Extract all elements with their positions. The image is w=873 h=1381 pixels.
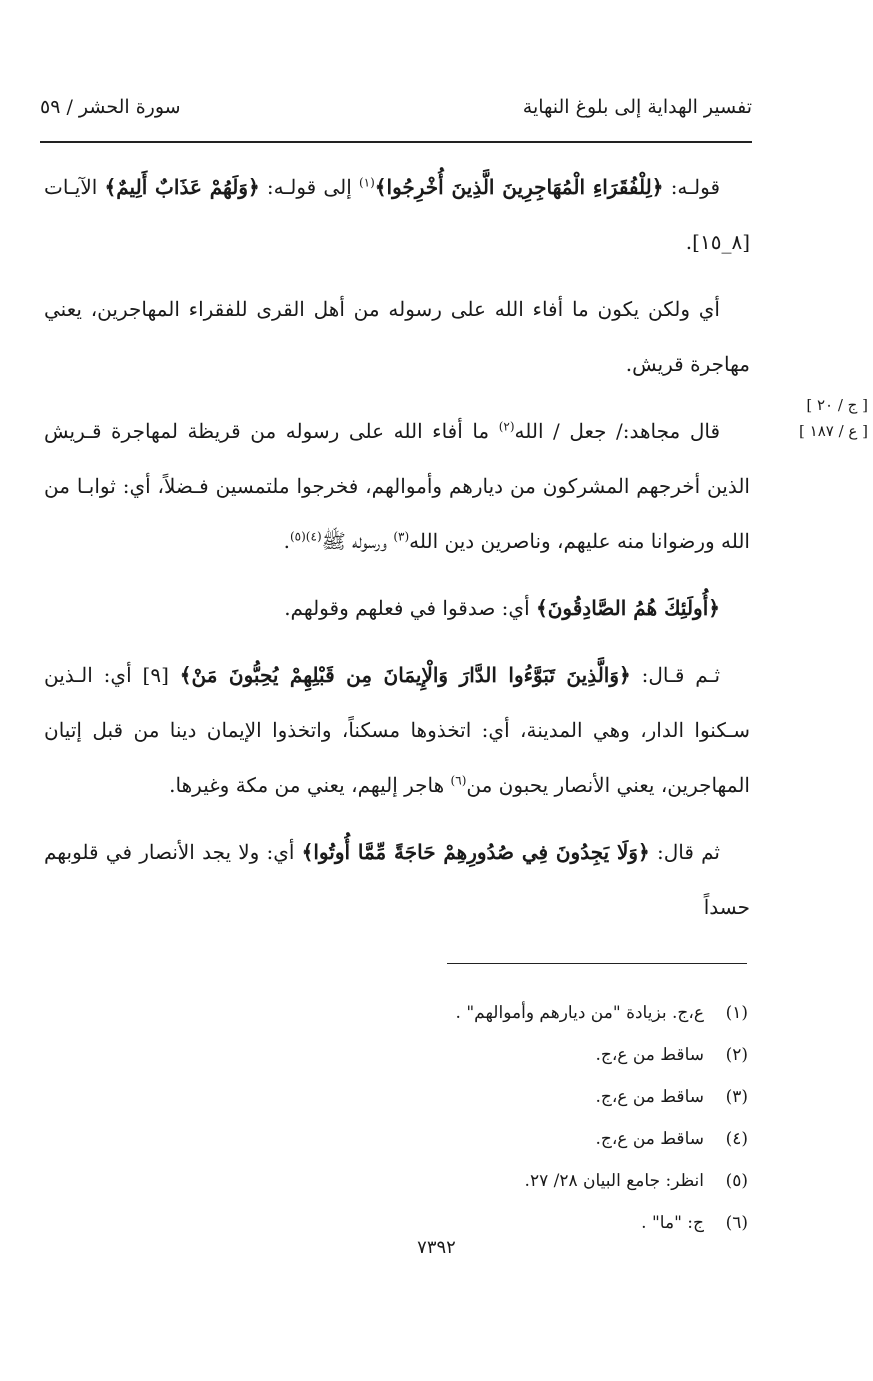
paragraph-2: أي ولكن يكون ما أفاء الله على رسوله من أهل القرى للفقراء المهاجرين، يعني مهاجرة قريش. (44, 297, 750, 376)
footnote-item (300, 1076, 748, 1118)
footnote-number: (٢) (725, 1045, 748, 1065)
paragraph-1 (44, 160, 750, 270)
margin-ref-manuscript-a: [ ع / ١٨٧ ] (799, 422, 868, 440)
running-header (40, 96, 752, 132)
paragraph-4 (44, 581, 750, 636)
paragraph-3 (44, 404, 750, 569)
quran-verse: ﴿وَالَّذِينَ تَبَوَّءُوا الدَّارَ وَالْإِيمَانَ مِن قَبْلِهِمْ يُحِبُّونَ مَنْ﴾ (179, 663, 631, 687)
text-run: قولـه: (663, 175, 720, 199)
text-run: إلى قولـه: (259, 175, 359, 199)
paragraph-6 (44, 825, 750, 935)
text-run: [٩] أي: الـذين سـكنوا الدار، وهي المدينة، أي: اتخذوها مسكناً، واتخذوا الإيمان دينا من قبل إتيان المهاجرين، يعني الأنصار يحبون من (44, 663, 750, 797)
footnote-text: ع،ج. بزيادة "من ديارهم وأموالهم" . (455, 1003, 704, 1023)
text-run: الآيـات [٨_١٥]. (44, 175, 750, 254)
quran-verse: ﴿وَلَهُمْ عَذَابٌ أَلِيمٌ﴾ (104, 175, 260, 199)
text-run: قال مجاهد:/ جعل / الله (514, 419, 721, 443)
footnote-item (300, 1034, 748, 1076)
quran-verse: ﴿وَلَا يَجِدُونَ فِي صُدُورِهِمْ حَاجَةً مِّمَّا أُوتُوا﴾ (301, 840, 650, 864)
quran-verse: ﴿لِلْفُقَرَاءِ الْمُهَاجِرِينَ الَّذِينَ أُخْرِجُوا﴾ (374, 175, 664, 199)
book-title: تفسير الهداية إلى بلوغ النهاية (522, 96, 752, 118)
footnote-text: انظر: جامع البيان ٢٨/ ٢٧. (524, 1171, 704, 1191)
quran-verse: ﴿أُولَئِكَ هُمُ الصَّادِقُونَ﴾ (536, 596, 720, 620)
text-run: . (283, 529, 290, 553)
header-divider (40, 141, 752, 143)
footnote-ref: (٤)(٥) (289, 529, 322, 544)
footnote-text: ج: "ما" . (641, 1213, 704, 1233)
text-run: أي: ولا يجد الأنصار في قلوبهم حسداً (44, 840, 750, 919)
main-text (44, 160, 750, 947)
footnote-number: (٣) (725, 1087, 748, 1107)
footnote-number: (٥) (725, 1171, 748, 1191)
footnote-ref: (٣) (393, 529, 410, 544)
text-run: ثم قال: (649, 840, 720, 864)
text-run: ما أفاء الله على رسوله من قريظة لمهاجرة قـريش الذين أخرجهم المشركون من ديارهم وأموالهم، فخرجوا ملتمسين فـضلاً، أي: ثوابـا من الله ورضوانا منه عليهم، وناصرين دين الله (44, 419, 750, 553)
text-run: ثـم قـال: (630, 663, 721, 687)
footnote-number: (١) (725, 1003, 748, 1023)
page-number: ٧٣٩٢ (417, 1237, 456, 1258)
text-run: هاجر إليهم، يعني من مكة وغيرها. (169, 773, 451, 797)
footnote-divider (447, 963, 747, 964)
margin-ref-manuscript-j: [ ج / ٢٠ ] (806, 396, 868, 414)
footnote-ref: (١) (358, 175, 375, 190)
footnote-ref: (٢) (498, 419, 515, 434)
footnote-number: (٦) (725, 1213, 748, 1233)
footnote-text: ساقط من ع،ج. (595, 1129, 704, 1149)
footnote-number: (٤) (725, 1129, 748, 1149)
footnote-item (300, 992, 748, 1034)
surah-page-label: سورة الحشر / ٥٩ (40, 96, 181, 118)
footnote-item (300, 1118, 748, 1160)
paragraph-5 (44, 648, 750, 813)
footnote-text: ساقط من ع،ج. (595, 1045, 704, 1065)
footnote-text: ساقط من ع،ج. (595, 1087, 704, 1107)
margin-references (786, 392, 868, 444)
text-run: أي: صدقوا في فعلهم وقولهم. (284, 596, 536, 620)
footnote-item (300, 1160, 748, 1202)
text-run: ورسوله ﷺ (321, 529, 394, 553)
footnote-ref: (٦) (450, 773, 467, 788)
footnotes (300, 992, 748, 1244)
